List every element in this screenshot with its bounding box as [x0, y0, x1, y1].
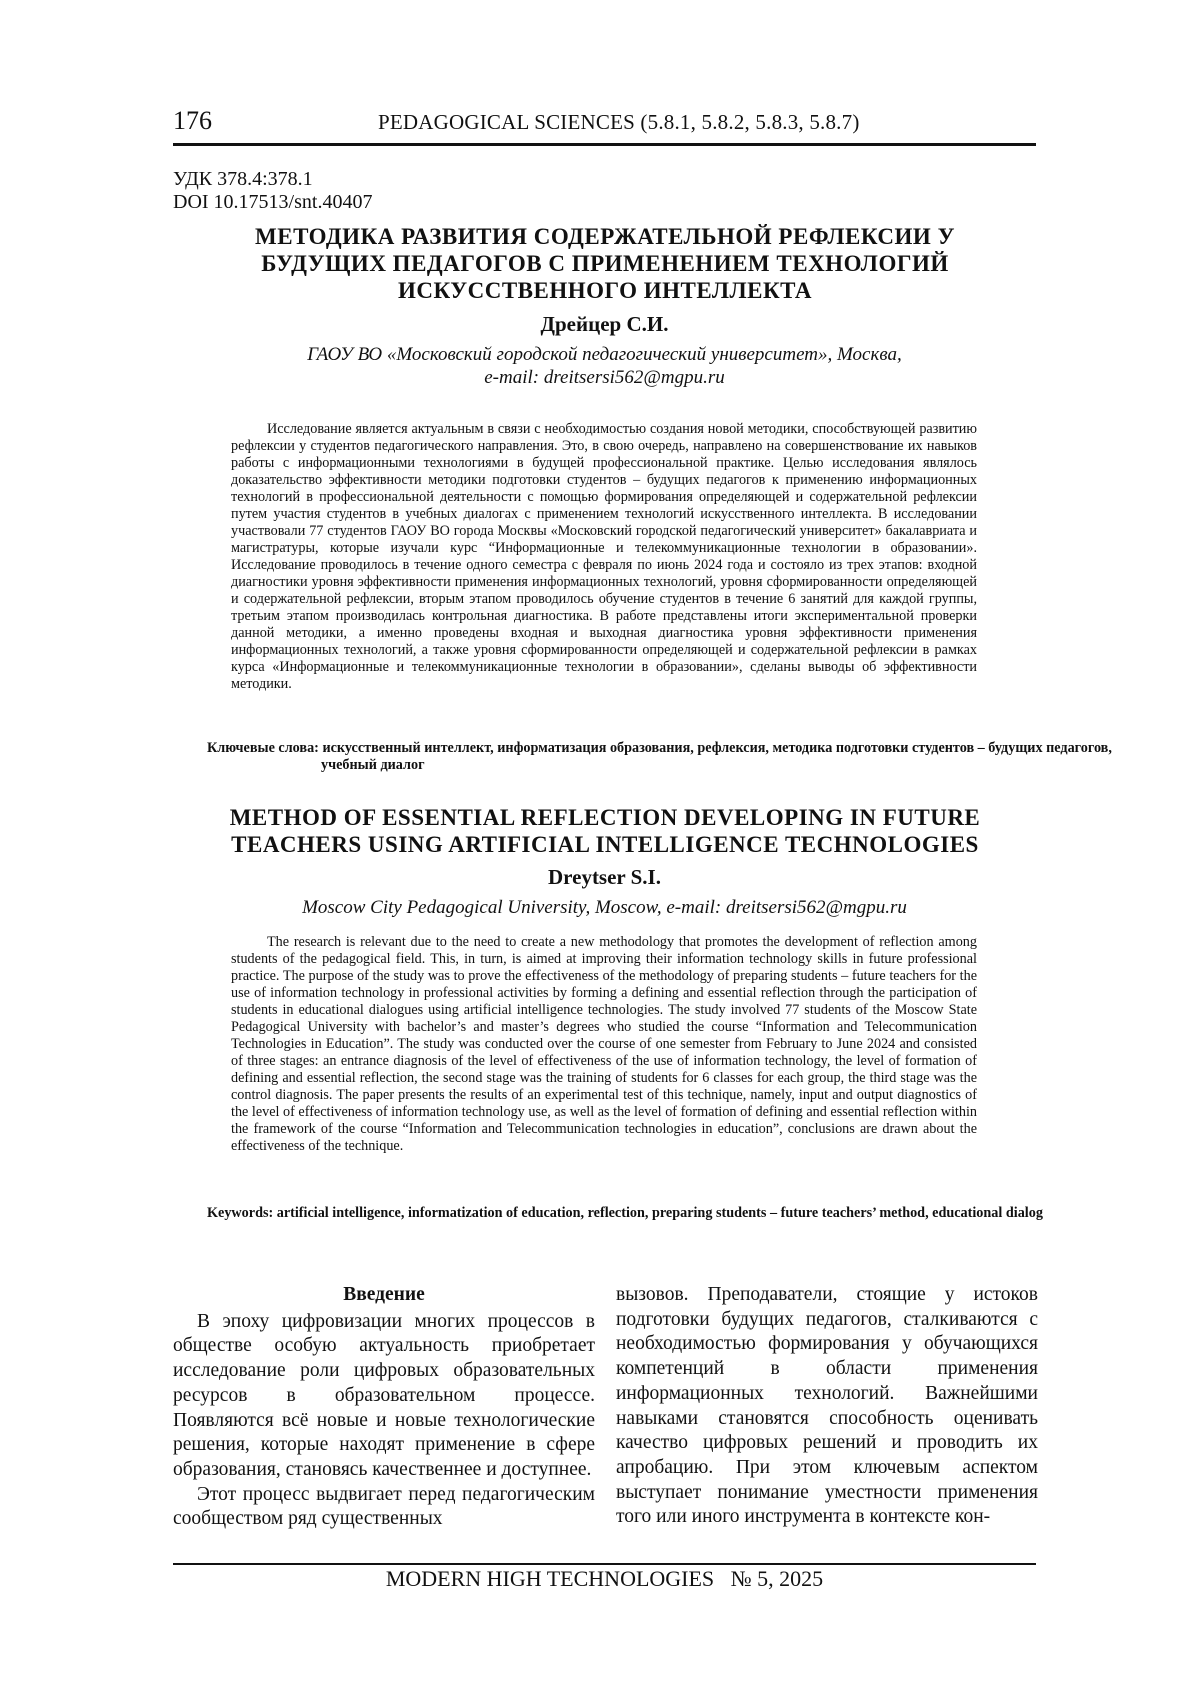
en-keywords	[207, 1205, 1096, 1222]
body-paragraph: вызовов. Преподаватели, стоящие у истоков подготовки будущих педагогов, сталкиваются с необходимостью формирования у обучающихся компетенций в области применения информационных технологий. Важнейшими навыками становятся способность оценивать качество цифровых решений и проводить их апробацию. При этом ключевым аспектом выступает понимание уместности применения того или иного инструмента в контексте кон-	[616, 1284, 1038, 1528]
ru-title-line: МЕТОДИКА РАЗВИТИЯ СОДЕРЖАТЕЛЬНОЙ РЕФЛЕКСИИ У	[255, 224, 955, 249]
en-title-line: TEACHERS USING ARTIFICIAL INTELLIGENCE TECHNOLOGIES	[231, 832, 979, 857]
article-meta	[173, 168, 372, 214]
ru-author: Дрейцер С.И.	[540, 312, 669, 336]
udk-code: УДК 378.4:378.1	[173, 168, 313, 190]
header-rule	[173, 143, 1036, 146]
footer-rule	[173, 1563, 1036, 1565]
body-column-left	[173, 1283, 595, 1532]
ru-title	[200, 223, 1010, 304]
journal-section-title: PEDAGOGICAL SCIENCES (5.8.1, 5.8.2, 5.8.3, 5.8.7)	[378, 110, 860, 134]
ru-keywords-label: Ключевые слова:	[207, 740, 319, 756]
en-affiliation: Moscow City Pedagogical University, Moscow, e-mail: dreitsersi562@mgpu.ru	[302, 897, 907, 918]
en-keywords-label: Keywords:	[207, 1205, 274, 1221]
running-header	[173, 106, 1036, 142]
doi: DOI 10.17513/snt.40407	[173, 191, 373, 213]
en-author: Dreytser S.I.	[548, 865, 661, 889]
en-title	[200, 804, 1010, 858]
body-paragraph: Этот процесс выдвигает перед педагогическим сообществом ряд существенных	[173, 1483, 595, 1530]
en-title-line: METHOD OF ESSENTIAL REFLECTION DEVELOPING IN FUTURE	[229, 805, 981, 830]
en-keywords-text: artificial intelligence, informatization of education, reflection, preparing students – future teachers’ method, educational dialog	[276, 1205, 1043, 1221]
ru-affiliation-email: e-mail: dreitsersi562@mgpu.ru	[484, 367, 725, 388]
ru-title-line: БУДУЩИХ ПЕДАГОГОВ С ПРИМЕНЕНИЕМ ТЕХНОЛОГИЙ	[261, 251, 949, 276]
ru-title-line: ИСКУССТВЕННОГО ИНТЕЛЛЕКТА	[398, 278, 812, 303]
ru-affiliation-line: ГАОУ ВО «Московский городской педагогический университет», Москва,	[307, 344, 902, 365]
section-title-introduction: Введение	[343, 1284, 425, 1305]
ru-keywords-text: искусственный интеллект, информатизация образования, рефлексия, методика подготовки студентов – будущих педагогов, учебный диалог	[321, 740, 1112, 773]
ru-keywords	[207, 740, 1131, 774]
page-number: 176	[173, 106, 212, 135]
ru-affiliation	[173, 343, 1036, 389]
body-paragraph: В эпоху цифровизации многих процессов в обществе особую актуальность приобретает исследование роли цифровых образовательных ресурсов в образовательном процессе. Появляются всё новые и новые технологические решения, которые находят применение в сфере образования, становясь качественнее и доступнее.	[173, 1310, 595, 1480]
body-column-right	[616, 1283, 1038, 1530]
en-abstract: The research is relevant due to the need to create a new methodology that promotes the development of reflection among students of the pedagogical field. This, in turn, is aimed at improving their information technology skills in future professional practice. The purpose of the study was to prove the effectiveness of the methodology of preparing students – future teachers for the use of information technology in professional activities by forming a defining and essential reflection through the participation of students in educational dialogues using artificial intelligence technologies. The study involved 77 students of the Moscow State Pedagogical University with bachelor’s and master’s degrees who studied the course “Information and Telecommunication Technologies in Education”. The study was conducted over the course of one semester from February to June 2024 and consisted of three stages: an entrance diagnosis of the level of effectiveness of the use of information technology, the level of formation of defining and essential reflection, the second stage was the training of students for 6 classes for each group, the third stage was the control diagnosis. The paper presents the results of an experimental test of this technique, namely, input and output diagnostics of the level of effectiveness of information technology use, as well as the level of formation of defining and essential reflection within the framework of the course “Information and Telecommunication technologies in education”, conclusions are drawn about the effectiveness of the technique.	[231, 934, 977, 1154]
ru-abstract: Исследование является актуальным в связи с необходимостью создания новой методики, способствующей развитию рефлексии у студентов педагогического направления. Это, в свою очередь, направлено на совершенствование их навыков работы с информационными технологиями в будущей профессиональной практике. Целью исследования являлось доказательство эффективности методики подготовки студентов – будущих педагогов к применению информационных технологий в профессиональной деятельности с помощью формирования определяющей и содержательной рефлексии путем участия студентов в учебных диалогах с применением технологий искусственного интеллекта. В исследовании участвовали 77 студентов ГАОУ ВО города Москвы «Московский городской педагогический университет» бакалавриата и магистратуры, которые изучали курс “Информационные и телекоммуникационные технологии в образовании». Исследование проводилось в течение одного семестра с февраля по июнь 2024 года и состояло из трех этапов: входной диагностики уровня эффективности применения информационных технологий, уровня сформированности определяющей и содержательной рефлексии, вторым этапом проводилось обучение студентов в течение 6 занятий для каждой группы, третьим этапом производилась контрольная диагностика. В работе представлены итоги экспериментальной проверки данной методики, а именно проведены входная и выходная диагностика уровня эффективности применения информационных технологий, а также уровня сформированности определяющей и содержательной рефлексии в рамках курса «Информационные и телекоммуникационные технологии в образовании», сделаны выводы об эффективности методики.	[231, 421, 977, 692]
running-footer: MODERN HIGH TECHNOLOGIES № 5, 2025	[385, 1566, 824, 1591]
